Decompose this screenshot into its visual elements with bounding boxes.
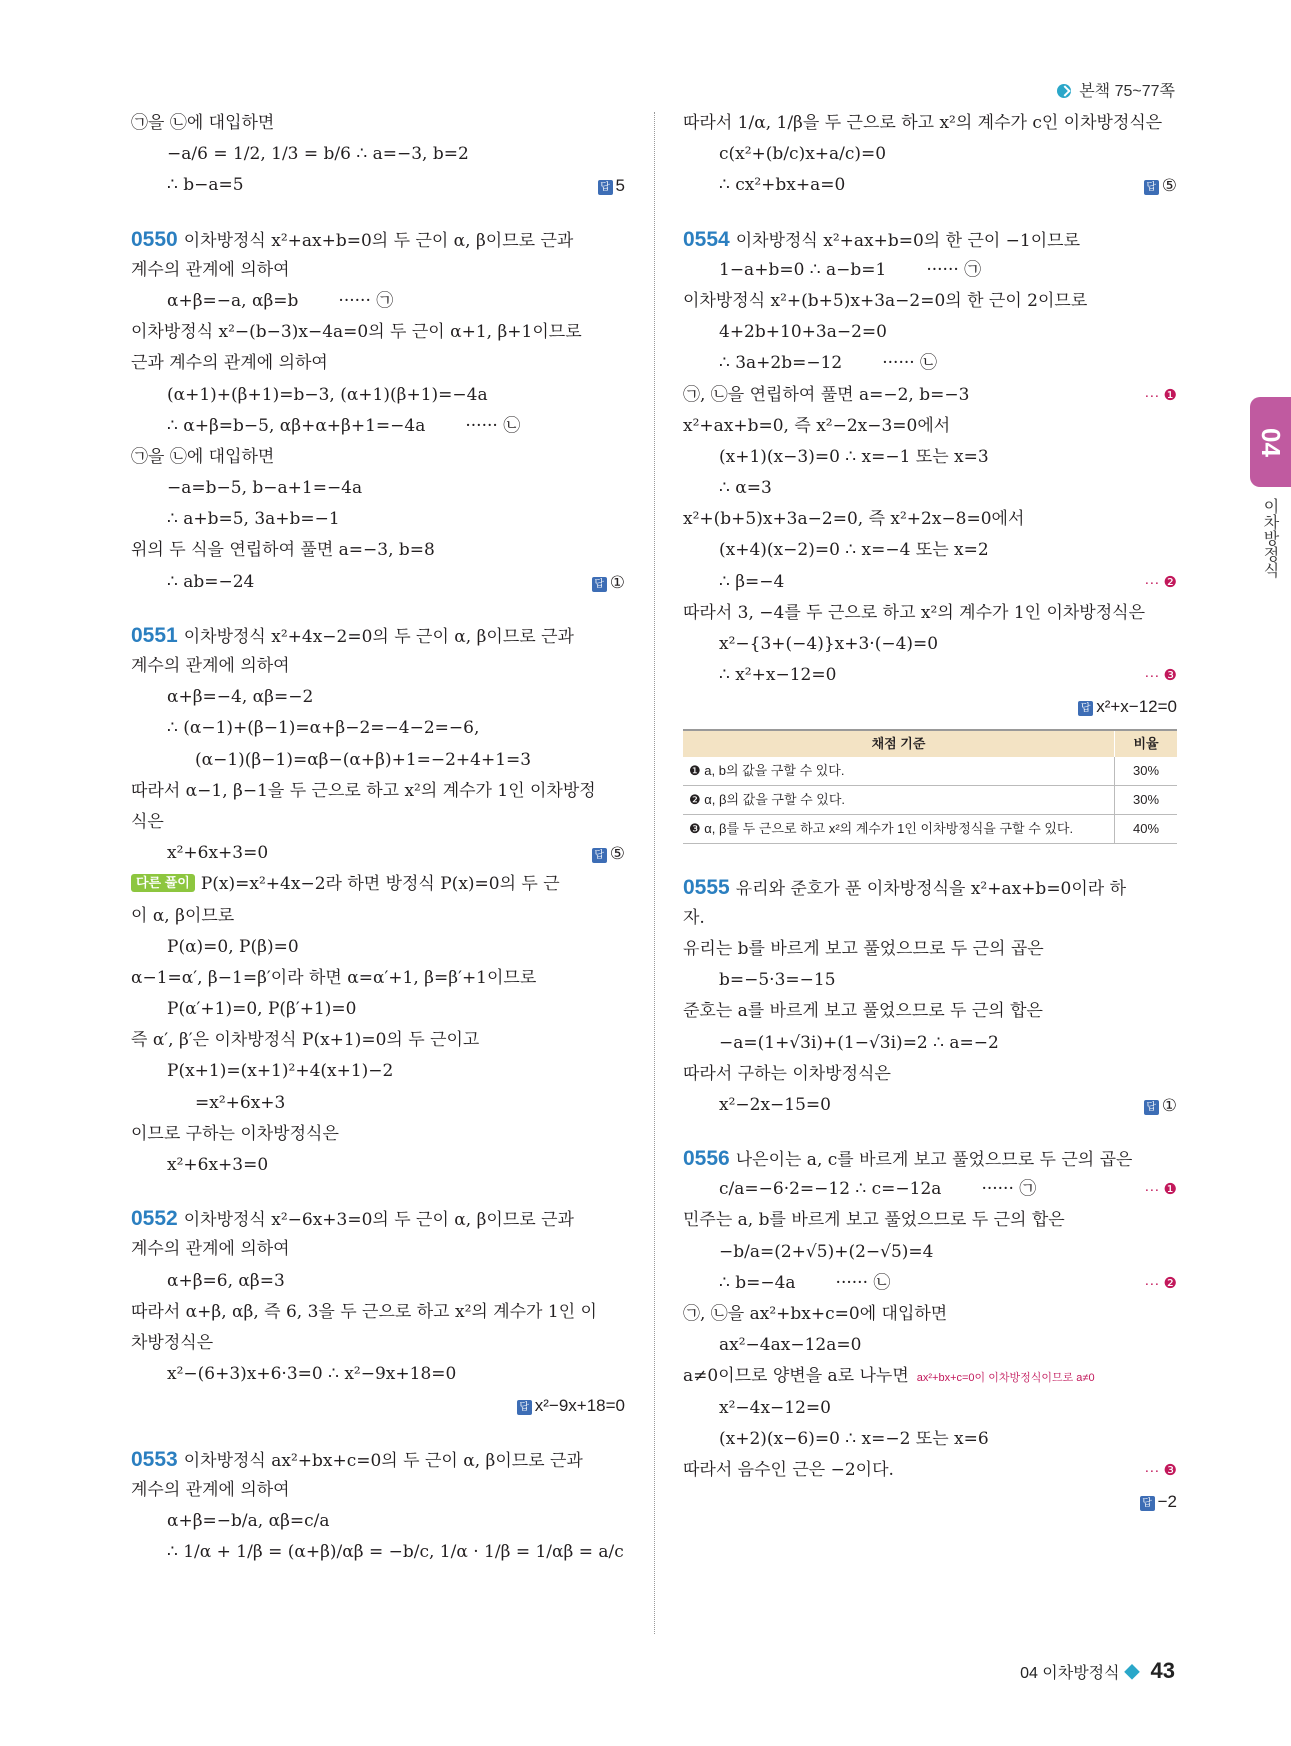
answer-value: ① [609,572,625,592]
line-text: α−1=α′, β−1=β′이라 하면 α=α′+1, β=β′+1이므로 [131,967,537,988]
solution-line [683,1330,1177,1361]
solution-line [683,1028,1177,1059]
equation-marker: ······ ㉠ [338,290,394,311]
solution-line [131,776,625,807]
solution-line [131,745,625,776]
chapter-tab-number: 04 [1256,428,1286,457]
solution-line [131,1025,625,1056]
line-text: (x+1)(x−3)=0 ∴ x=−1 또는 x=3 [719,446,989,467]
line-text: ∴ b−a=5 [167,175,244,196]
grading-row [683,814,1177,843]
solution-line [683,1205,1177,1236]
solution-line [131,1088,625,1119]
solution-line [683,473,1177,504]
line-text: c(x²+(b/c)x+a/c)=0 [719,144,887,165]
line-text: 유리와 준호가 푼 이차방정식을 x²+ax+b=0이라 하 [735,878,1127,899]
solution-line [131,994,625,1025]
line-text: ㉠을 ㉡에 대입하면 [131,446,275,467]
line-text: α+β=−4, αβ=−2 [167,687,314,708]
line-text: 이차방정식 x²+(b+5)x+3a−2=0의 한 근이 2이므로 [683,290,1088,311]
equation-marker: ······ ㉡ [835,1272,891,1293]
step-marker: ··· ❷ [1144,573,1177,591]
problem-number: 0550 [131,227,178,251]
section-gap [131,1181,625,1203]
equation-marker: ······ ㉡ [882,353,938,374]
line-text: α+β=6, αβ=3 [167,1270,285,1291]
solution-line [683,965,1177,996]
grading-ratio: 30% [1115,757,1178,786]
line-text: ㉠, ㉡을 연립하여 풀면 a=−2, b=−3 [683,384,970,405]
line-text: ∴ (α−1)+(β−1)=α+β−2=−4−2=−6, [167,718,480,739]
line-text: 1−a+b=0 ∴ a−b=1 [719,259,887,280]
line-text: 따라서 구하는 이차방정식은 [683,1063,891,1084]
solution-line [683,1361,1177,1392]
line-text: 계수의 관계에 의하여 [131,1239,290,1260]
solution-line [683,1299,1177,1330]
solution-line [683,567,1177,598]
line-text: ax²−4ax−12a=0 [719,1335,862,1356]
problem-number: 0555 [683,875,730,899]
grading-row [683,757,1177,786]
line-text: 자. [683,907,705,928]
solution-line [131,139,625,170]
line-text: c/a=−6·2=−12 ∴ c=−12a [719,1179,942,1200]
line-text: ∴ β=−4 [719,571,785,592]
line-text: 이차방정식 x²+4x−2=0의 두 근이 α, β이므로 근과 [183,626,574,647]
line-text: 준호는 a를 바르게 보고 풀었으므로 두 근의 합은 [683,1001,1043,1022]
equation-marker: ······ ㉡ [465,415,521,436]
line-text: =x²+6x+3 [195,1092,286,1113]
problem-heading [131,620,625,651]
solution-line [683,1174,1177,1205]
solution-line [131,963,625,994]
section-gap [683,1121,1177,1143]
line-text: x²+6x+3=0 [167,843,269,864]
line-text: ∴ cx²+bx+a=0 [719,175,846,196]
problem-heading [131,1203,625,1234]
line-text: ∴ ab=−24 [167,571,255,592]
solution-line [131,682,625,713]
line-text: 나은이는 a, c를 바르게 보고 풀었으므로 두 근의 곱은 [735,1150,1133,1171]
answer-value: ① [1161,1095,1177,1115]
step-marker: ··· ❷ [1144,1274,1177,1292]
answer-mark-icon: 답 [592,577,607,592]
line-text: 즉 α′, β′은 이차방정식 P(x+1)=0의 두 근이고 [131,1030,480,1051]
section-gap [131,202,625,224]
solution-line [683,1090,1177,1121]
step-marker: ··· ❶ [1144,386,1177,404]
answer-value: x²−9x+18=0 [534,1396,625,1416]
line-text: 따라서 α+β, αβ, 즉 6, 3을 두 근으로 하고 x²의 계수가 1인 이 [131,1301,597,1322]
line-text: P(x)=x²+4x−2라 하면 방정식 P(x)=0의 두 근 [200,874,560,895]
answer-value: ⑤ [609,844,625,864]
solution-line [683,629,1177,660]
footer-chapter: 04 이차방정식 [1020,1665,1120,1682]
solution-line [131,651,625,682]
solution-line [683,934,1177,965]
solution-line [683,1393,1177,1424]
solution-line [131,442,625,473]
answer [1144,170,1177,201]
answer-mark-icon: 답 [1144,1100,1159,1115]
solution-line [683,660,1177,691]
solution-line [131,1297,625,1328]
reference-pages: 75~77쪽 [1114,83,1175,100]
problem-heading [683,224,1177,255]
solution-line [683,1268,1177,1299]
solution-line [131,1266,625,1297]
line-text: α+β=−b/a, αβ=c/a [167,1510,330,1531]
solution-line [683,1237,1177,1268]
line-text: P(α′+1)=0, P(β′+1)=0 [167,999,357,1020]
line-text: ∴ 1/α + 1/β = (α+β)/αβ = −b/c, 1/α · 1/β = 1/αβ = a/c [167,1542,624,1563]
line-text: ∴ b=−4a [719,1272,796,1293]
line-text: 따라서 1/α, 1/β을 두 근으로 하고 x²의 계수가 c인 이차방정식은 [683,113,1163,133]
line-text: x²+(b+5)x+3a−2=0, 즉 x²+2x−8=0에서 [683,509,1025,530]
answer-mark-icon: 답 [1144,180,1159,195]
solution-line [131,1475,625,1506]
line-text: 따라서 음수인 근은 −2이다. [683,1459,894,1480]
line-text: x²+6x+3=0 [167,1155,269,1175]
line-text: x²−{3+(−4)}x+3·(−4)=0 [719,634,939,654]
solution-line [683,348,1177,379]
line-text: (α−1)(β−1)=αβ−(α+β)+1=−2+4+1=3 [195,749,532,770]
solution-line [683,108,1177,139]
line-text: 이차방정식 x²+ax+b=0의 두 근이 α, β이므로 근과 [183,230,574,251]
line-text: 계수의 관계에 의하여 [131,656,290,676]
solution-line [131,411,625,442]
page-reference [1057,78,1175,101]
problem-number: 0551 [131,623,178,647]
column-divider [654,112,655,1634]
line-text: P(x+1)=(x+1)²+4(x+1)−2 [167,1061,394,1082]
line-text: 이차방정식 x²−6x+3=0의 두 근이 α, β이므로 근과 [183,1210,574,1231]
solution-line [683,1424,1177,1455]
grading-row [683,785,1177,814]
diamond-icon: ◆ [1124,1665,1141,1682]
solution-line [683,535,1177,566]
solution-line [131,838,625,869]
line-text: 차방정식은 [131,1332,214,1353]
line-text: b=−5·3=−15 [719,970,836,991]
answer [598,170,625,201]
solution-line [131,1234,625,1265]
line-text: 계수의 관계에 의하여 [131,259,290,280]
section-gap [131,1422,625,1444]
answer-value: x²+x−12=0 [1096,697,1177,717]
problem-heading [683,872,1177,903]
solution-line [683,139,1177,170]
line-text: 유리는 b를 바르게 보고 풀었으므로 두 근의 곱은 [683,938,1044,959]
line-text: ∴ x²+x−12=0 [719,665,837,686]
section-gap [683,202,1177,224]
answer [592,838,625,869]
right-column [683,108,1177,1517]
solution-line [683,903,1177,934]
grading-ratio: 40% [1115,814,1178,843]
solution-line [683,380,1177,411]
section-gap [131,598,625,620]
solution-line [131,567,625,598]
line-text: x²−2x−15=0 [719,1094,831,1115]
reference-label: 본책 [1079,83,1111,100]
solution-line [131,317,625,348]
line-text: (x+2)(x−6)=0 ∴ x=−2 또는 x=6 [719,1428,989,1449]
grading-header-ratio: 비율 [1115,730,1178,757]
solution-line [683,1455,1177,1486]
line-text: 이차방정식 x²+ax+b=0의 한 근이 −1이므로 [735,230,1081,251]
section-gap [683,850,1177,872]
line-text: a≠0이므로 양변을 a로 나누면 [683,1366,909,1387]
problem-number: 0556 [683,1147,730,1171]
grading-header-criteria: 채점 기준 [683,730,1115,757]
answer-mark-icon: 답 [517,1400,532,1415]
chapter-tab [1250,397,1291,487]
line-text: −b/a=(2+√5)+(2−√5)=4 [719,1241,934,1262]
line-text: ∴ α+β=b−5, αβ+α+β+1=−4a [167,415,426,436]
line-text: 위의 두 식을 연립하여 풀면 a=−3, b=8 [131,540,435,561]
solution-line [131,535,625,566]
line-text: 이 α, β이므로 [131,905,235,926]
line-text: 4+2b+10+3a−2=0 [719,322,887,343]
problem-number: 0553 [131,1447,178,1471]
answer-mark-icon: 답 [592,848,607,863]
problem-heading [683,1143,1177,1174]
line-text: −a=(1+√3i)+(1−√3i)=2 ∴ a=−2 [719,1032,999,1053]
solution-line [131,255,625,286]
side-note: ax²+bx+c=0이 이차방정식이므로 a≠0 [916,1372,1095,1385]
solution-line [683,1486,1177,1517]
chapter-tab-label: 이차방정식 [1261,498,1278,578]
line-text: 따라서 α−1, β−1을 두 근으로 하고 x²의 계수가 1인 이차방정 [131,780,596,801]
solution-line [683,504,1177,535]
line-text: ∴ α=3 [719,478,772,499]
answer [517,1390,625,1421]
line-text: ㉠, ㉡을 ax²+bx+c=0에 대입하면 [683,1304,948,1324]
solution-line [683,286,1177,317]
solution-line [131,108,625,139]
line-text: (α+1)+(β+1)=b−3, (α+1)(β+1)=−4a [167,384,488,405]
solution-line [131,1150,625,1181]
grading-criterion: ❸ α, β를 두 근으로 하고 x²의 계수가 1인 이차방정식을 구할 수 있다. [683,814,1115,843]
line-text: 이므로 구하는 이차방정식은 [131,1123,339,1144]
line-text: −a/6 = 1/2, 1/3 = b/6 ∴ a=−3, b=2 [167,144,469,165]
problem-number: 0552 [131,1207,178,1231]
step-marker: ··· ❸ [1144,667,1177,685]
solution-line [131,1537,625,1568]
line-text: x²−(6+3)x+6·3=0 ∴ x²−9x+18=0 [167,1364,457,1385]
grading-table [683,729,1177,844]
line-text: 계수의 관계에 의하여 [131,1479,290,1500]
solution-line [131,348,625,379]
answer-value: 5 [615,176,625,196]
solution-line [131,1390,625,1421]
step-marker: ··· ❶ [1144,1181,1177,1199]
step-marker: ··· ❸ [1144,1461,1177,1479]
solution-line [131,932,625,963]
line-text: x²−4x−12=0 [719,1397,831,1418]
left-column [131,108,625,1568]
answer [592,567,625,598]
answer [1144,1090,1177,1121]
problem-heading [131,224,625,255]
equation-marker: ······ ㉠ [981,1179,1037,1200]
solution-line [683,442,1177,473]
solution-line [683,598,1177,629]
line-text: −a=b−5, b−a+1=−4a [167,478,363,499]
grading-criterion: ❷ α, β의 값을 구할 수 있다. [683,785,1115,814]
line-text: α+β=−a, αβ=b [167,290,299,311]
grading-criterion: ❶ a, b의 값을 구할 수 있다. [683,757,1115,786]
line-text: x²+ax+b=0, 즉 x²−2x−3=0에서 [683,415,951,436]
solution-line [131,1506,625,1537]
page-footer [1020,1658,1175,1684]
alt-solution-badge: 다른 풀이 [131,874,195,892]
solution-line [131,807,625,838]
grading-ratio: 30% [1115,785,1178,814]
line-text: (x+4)(x−2)=0 ∴ x=−4 또는 x=2 [719,540,989,561]
line-text: 이차방정식 x²−(b−3)x−4a=0의 두 근이 α+1, β+1이므로 [131,322,582,343]
solution-line [131,1328,625,1359]
line-text: 근과 계수의 관계에 의하여 [131,353,328,374]
solution-line [131,286,625,317]
solution-line [683,996,1177,1027]
line-text: ㉠을 ㉡에 대입하면 [131,113,275,133]
arrow-circle-icon [1057,84,1071,98]
answer [1078,691,1177,722]
line-text: ∴ a+b=5, 3a+b=−1 [167,509,340,530]
solution-line [131,713,625,744]
line-text: 따라서 3, −4를 두 근으로 하고 x²의 계수가 1인 이차방정식은 [683,602,1145,623]
solution-line [683,255,1177,286]
solution-line [131,1119,625,1150]
line-text: 민주는 a, b를 바르게 보고 풀었으므로 두 근의 합은 [683,1210,1065,1231]
line-text: ∴ 3a+2b=−12 [719,353,843,374]
solution-line [683,170,1177,201]
solution-line [131,1359,625,1390]
answer-mark-icon: 답 [598,180,613,195]
solution-line [683,1059,1177,1090]
problem-number: 0554 [683,227,730,251]
solution-line [131,504,625,535]
solution-line [131,473,625,504]
answer [1140,1486,1177,1517]
solution-line [131,869,625,900]
problem-heading [131,1444,625,1475]
solution-line [683,411,1177,442]
solution-line [131,170,625,201]
page-number: 43 [1150,1658,1175,1683]
solution-line [131,901,625,932]
line-text: 식은 [131,811,164,832]
answer-value: ⑤ [1161,176,1177,196]
solution-line [131,380,625,411]
line-text: P(α)=0, P(β)=0 [167,936,299,957]
solution-line [683,691,1177,722]
answer-value: −2 [1157,1492,1177,1512]
answer-mark-icon: 답 [1078,701,1093,716]
solution-line [683,317,1177,348]
line-text: 이차방정식 ax²+bx+c=0의 두 근이 α, β이므로 근과 [183,1450,583,1471]
equation-marker: ······ ㉠ [926,259,982,280]
answer-mark-icon: 답 [1140,1496,1155,1511]
solution-line [131,1056,625,1087]
